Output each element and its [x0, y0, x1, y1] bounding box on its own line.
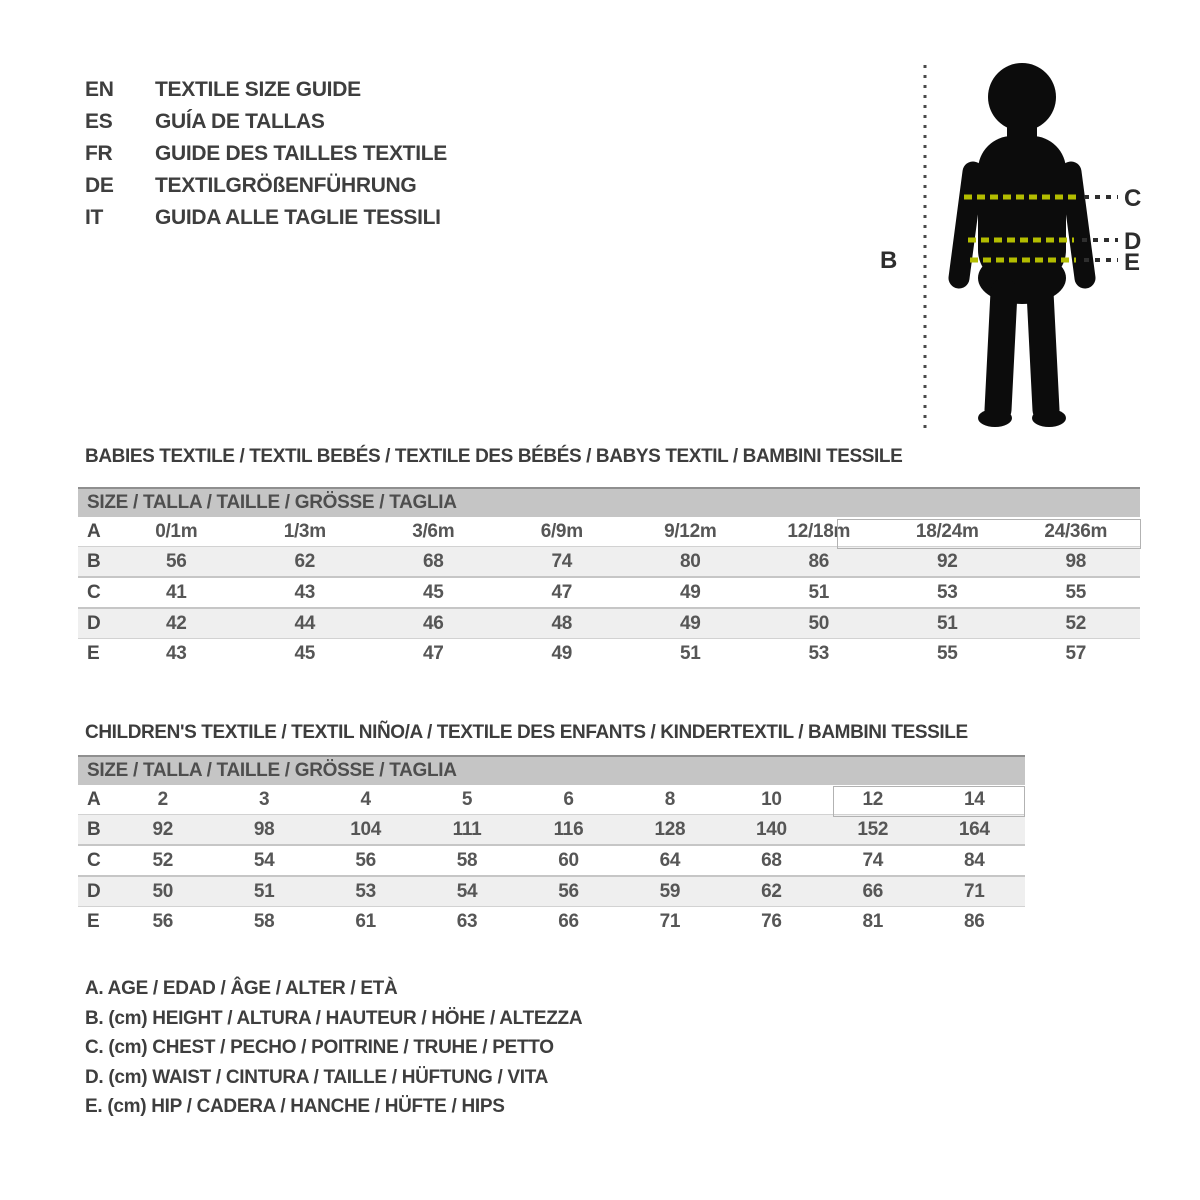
size-cell: 42 — [112, 608, 241, 639]
language-row-fr — [85, 138, 447, 170]
legend-line-chest: C. (cm) CHEST / PECHO / POITRINE / TRUHE / PETTO — [85, 1037, 554, 1058]
waist-label: D — [1124, 228, 1142, 255]
row-label: E — [78, 639, 112, 669]
size-cell: 12 — [862, 788, 884, 810]
size-cell: 52 — [1012, 608, 1141, 639]
size-cell: 64 — [619, 845, 720, 876]
size-cell: 53 — [755, 639, 884, 669]
language-title: GUÍA DE TALLAS — [155, 110, 325, 133]
size-cell: 58 — [416, 845, 517, 876]
table-row-hip — [78, 907, 1025, 937]
row-label: B — [78, 815, 112, 846]
table-row-height — [78, 815, 1025, 846]
size-cell: 51 — [883, 608, 1012, 639]
legend-line-age: A. AGE / EDAD / ÂGE / ALTER / ETÀ — [85, 978, 398, 999]
size-cell: 14 — [963, 788, 985, 810]
table-row-chest — [78, 845, 1025, 876]
size-cell: 62 — [721, 876, 822, 907]
child-measurement-figure — [860, 40, 1200, 440]
size-cell: 54 — [213, 845, 314, 876]
row-label: A — [87, 520, 101, 542]
size-cell: 24/36m — [1044, 520, 1108, 542]
size-cell: 111 — [416, 815, 517, 846]
language-title: TEXTILGRÖßENFÜHRUNG — [155, 174, 417, 197]
table-row-hip — [78, 639, 1140, 669]
size-cell: 55 — [1012, 577, 1141, 608]
size-cell: 53 — [315, 876, 416, 907]
measurement-legend — [85, 974, 582, 1122]
size-cell: 41 — [112, 577, 241, 608]
size-cell: 61 — [315, 907, 416, 937]
size-cell: 5 — [461, 788, 473, 810]
size-cell: 43 — [241, 577, 370, 608]
size-cell: 81 — [822, 907, 923, 937]
size-cell: 3 — [259, 788, 270, 810]
size-cell: 51 — [755, 577, 884, 608]
size-cell: 51 — [213, 876, 314, 907]
row-label: A — [87, 788, 101, 810]
size-cell: 66 — [822, 876, 923, 907]
size-cell: 50 — [112, 876, 213, 907]
language-code: ES — [85, 110, 113, 133]
size-cell: 8 — [664, 788, 676, 810]
babies-section-heading: BABIES TEXTILE / TEXTIL BEBÉS / TEXTILE DES BÉBÉS / BABYS TEXTIL / BAMBINI TESSILE — [85, 446, 903, 467]
row-label: D — [78, 608, 112, 639]
size-cell: 47 — [369, 639, 498, 669]
size-cell: 46 — [369, 608, 498, 639]
child-silhouette-icon — [959, 63, 1085, 427]
size-cell: 50 — [755, 608, 884, 639]
language-code: DE — [85, 174, 114, 197]
size-cell: 98 — [213, 815, 314, 846]
size-cell: 128 — [619, 815, 720, 846]
size-cell: 47 — [498, 577, 627, 608]
size-cell: 76 — [721, 907, 822, 937]
height-label: B — [880, 247, 898, 274]
size-cell: 49 — [626, 577, 755, 608]
hip-label: E — [1124, 249, 1140, 276]
size-cell: 6 — [563, 788, 574, 810]
babies-size-table — [78, 487, 1140, 668]
size-cell: 92 — [883, 547, 1012, 578]
size-cell: 92 — [112, 815, 213, 846]
size-cell: 74 — [822, 845, 923, 876]
size-cell: 3/6m — [412, 520, 455, 542]
language-title: GUIDA ALLE TAGLIE TESSILI — [155, 206, 441, 229]
size-cell: 49 — [498, 639, 627, 669]
size-cell: 9/12m — [664, 520, 717, 542]
size-cell: 56 — [112, 907, 213, 937]
row-label: E — [78, 907, 112, 937]
size-cell: 45 — [369, 577, 498, 608]
language-row-de — [85, 170, 447, 202]
size-cell: 49 — [626, 608, 755, 639]
size-cell: 51 — [626, 639, 755, 669]
size-cell: 98 — [1012, 547, 1141, 578]
children-size-table — [78, 755, 1025, 936]
size-cell: 18/24m — [915, 520, 979, 542]
size-cell: 58 — [213, 907, 314, 937]
size-cell: 80 — [626, 547, 755, 578]
row-label: C — [78, 577, 112, 608]
table-row-height — [78, 547, 1140, 578]
size-cell: 86 — [924, 907, 1026, 937]
size-cell: 140 — [721, 815, 822, 846]
size-cell: 63 — [416, 907, 517, 937]
language-code: IT — [85, 206, 104, 229]
size-cell: 66 — [518, 907, 619, 937]
babies-size-highlight-box — [837, 519, 1141, 549]
size-cell: 74 — [498, 547, 627, 578]
size-cell: 52 — [112, 845, 213, 876]
size-cell: 62 — [241, 547, 370, 578]
language-code: FR — [85, 142, 113, 165]
legend-line-height: B. (cm) HEIGHT / ALTURA / HAUTEUR / HÖHE / ALTEZZA — [85, 1007, 583, 1029]
size-cell: 86 — [755, 547, 884, 578]
size-cell: 104 — [315, 815, 416, 846]
children-section-heading: CHILDREN'S TEXTILE / TEXTIL NIÑO/A / TEXTILE DES ENFANTS / KINDERTEXTIL / BAMBINI TESSILE — [85, 722, 968, 743]
size-cell: 116 — [518, 815, 619, 846]
language-row-it — [85, 202, 447, 234]
babies-table-header: SIZE / TALLA / TAILLE / GRÖSSE / TAGLIA — [78, 487, 1140, 517]
size-cell: 55 — [883, 639, 1012, 669]
size-cell: 59 — [619, 876, 720, 907]
language-list — [85, 74, 447, 234]
row-label: D — [78, 876, 112, 907]
row-label: B — [78, 547, 112, 578]
size-cell: 57 — [1012, 639, 1141, 669]
row-label: C — [78, 845, 112, 876]
size-cell: 56 — [518, 876, 619, 907]
size-cell: 48 — [498, 608, 627, 639]
size-cell: 2 — [157, 788, 168, 810]
size-cell: 4 — [360, 788, 371, 810]
table-row-waist — [78, 876, 1025, 907]
size-cell: 71 — [619, 907, 720, 937]
language-title: TEXTILE SIZE GUIDE — [155, 78, 361, 101]
language-row-en — [85, 74, 447, 106]
size-cell: 53 — [883, 577, 1012, 608]
size-cell: 43 — [112, 639, 241, 669]
size-cell: 60 — [518, 845, 619, 876]
size-cell: 71 — [924, 876, 1026, 907]
size-cell: 44 — [241, 608, 370, 639]
language-code: EN — [85, 78, 114, 101]
size-cell: 1/3m — [283, 520, 326, 542]
size-cell: 164 — [924, 815, 1026, 846]
size-cell: 54 — [416, 876, 517, 907]
size-cell: 45 — [241, 639, 370, 669]
size-cell: 12/18m — [787, 520, 851, 542]
children-size-highlight-box — [833, 786, 1025, 817]
size-cell: 6/9m — [540, 520, 583, 542]
table-row-waist — [78, 608, 1140, 639]
language-title: GUIDE DES TAILLES TEXTILE — [155, 142, 447, 165]
size-cell: 68 — [369, 547, 498, 578]
legend-line-hip: E. (cm) HIP / CADERA / HANCHE / HÜFTE / HIPS — [85, 1096, 505, 1117]
size-cell: 56 — [112, 547, 241, 578]
children-table-header: SIZE / TALLA / TAILLE / GRÖSSE / TAGLIA — [78, 755, 1025, 785]
size-cell: 84 — [924, 845, 1026, 876]
size-cell: 10 — [761, 788, 782, 810]
size-cell: 68 — [721, 845, 822, 876]
size-cell: 152 — [822, 815, 923, 846]
size-cell: 0/1m — [155, 520, 198, 542]
chest-label: C — [1124, 185, 1142, 212]
legend-line-waist: D. (cm) WAIST / CINTURA / TAILLE / HÜFTUNG / VITA — [85, 1066, 549, 1088]
size-cell: 56 — [315, 845, 416, 876]
language-row-es — [85, 106, 447, 138]
table-row-chest — [78, 577, 1140, 608]
